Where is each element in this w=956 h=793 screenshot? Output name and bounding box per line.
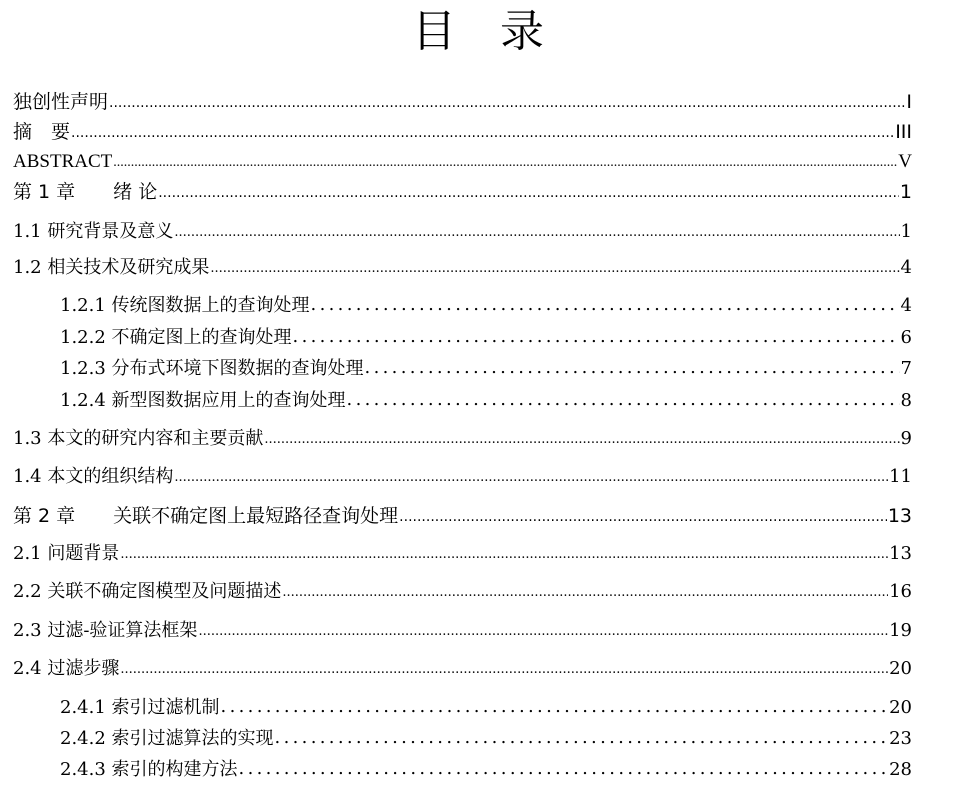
toc-entry-section-2-3[interactable] <box>13 619 912 643</box>
toc-entry-label: 1.2.2 不确定图上的查询处理 <box>60 327 292 348</box>
toc-entry-label: 第 1 章 绪 论 <box>13 181 158 203</box>
toc-entry-label: 2.1 问题背景 <box>13 543 120 564</box>
dot-leader <box>221 695 889 719</box>
toc-entry-chapter-2[interactable] <box>13 504 912 528</box>
toc-entry-page: 28 <box>889 759 912 780</box>
toc-entry-label: 1.2 相关技术及研究成果 <box>13 257 210 278</box>
toc-entry-subsection-1-2-1[interactable] <box>60 294 912 318</box>
toc-entry-label: 1.2.1 传统图数据上的查询处理 <box>60 295 310 316</box>
toc-entry-subsection-2-4-1[interactable] <box>60 696 912 720</box>
toc-entry-page: I <box>906 91 912 113</box>
toc-entry-page: 16 <box>889 581 912 602</box>
dot-leader <box>365 356 900 380</box>
toc-entry-subsection-2-4-3[interactable] <box>60 758 912 782</box>
dot-leader <box>399 505 887 529</box>
toc-entry-page: 11 <box>889 466 912 487</box>
dot-leader <box>174 221 899 245</box>
toc-entry-page: 6 <box>900 327 912 348</box>
toc-entry-page: 4 <box>900 257 912 278</box>
dot-leader <box>275 726 889 750</box>
toc-entry-chapter-1[interactable] <box>13 180 912 204</box>
toc-entry-label: 2.4.2 索引过滤算法的实现 <box>60 728 274 749</box>
toc-entry-page: 7 <box>900 358 912 379</box>
dot-leader <box>264 428 899 452</box>
toc-entry-label: 1.2.4 新型图数据应用上的查询处理 <box>60 390 346 411</box>
toc-entry-label: 第 2 章 关联不确定图上最短路径查询处理 <box>13 505 399 527</box>
dot-leader <box>109 91 905 115</box>
toc-entry-page: 1 <box>899 181 912 203</box>
dot-leader <box>174 466 888 490</box>
toc-entry-page: 20 <box>889 697 912 718</box>
toc-entry-page: 8 <box>900 390 912 411</box>
toc-entry-page: 4 <box>900 295 912 316</box>
toc-entry-declaration[interactable] <box>13 90 912 114</box>
toc-entry-page: V <box>898 151 912 172</box>
toc-entry-subsection-1-2-2[interactable] <box>60 326 912 350</box>
toc-entry-page: 9 <box>900 428 912 449</box>
toc-entry-page: 20 <box>889 658 912 679</box>
dot-leader <box>113 151 897 175</box>
dot-leader <box>71 121 894 145</box>
toc-entry-section-2-1[interactable] <box>13 542 912 566</box>
toc-entry-subsection-1-2-4[interactable] <box>60 389 912 413</box>
toc-entry-page: III <box>895 121 912 143</box>
toc-entry-subsection-2-4-2[interactable] <box>60 727 912 751</box>
toc-entry-label: 1.4 本文的组织结构 <box>13 466 174 487</box>
toc-entry-label: 1.3 本文的研究内容和主要贡献 <box>13 428 264 449</box>
toc-entry-label: 2.4 过滤步骤 <box>13 658 120 679</box>
toc-entry-label: 1.2.3 分布式环境下图数据的查询处理 <box>60 358 364 379</box>
toc-title-char-1: 目 <box>412 6 456 57</box>
dot-leader <box>210 257 899 281</box>
toc-entry-label: 2.4.3 索引的构建方法 <box>60 759 238 780</box>
toc-entry-section-1-3[interactable] <box>13 427 912 451</box>
toc-entry-abstract-en[interactable] <box>13 150 912 174</box>
toc-entry-label: 1.1 研究背景及意义 <box>13 221 174 242</box>
toc-entry-page: 13 <box>889 543 912 564</box>
toc-entry-section-1-1[interactable] <box>13 220 912 244</box>
dot-leader <box>120 658 888 682</box>
toc-title-char-2: 录 <box>500 6 544 57</box>
toc-entry-page: 23 <box>889 728 912 749</box>
toc-entry-section-2-4[interactable] <box>13 657 912 681</box>
toc-entry-page: 19 <box>889 620 912 641</box>
dot-leader <box>158 181 899 205</box>
toc-entry-subsection-1-2-3[interactable] <box>60 357 912 381</box>
toc-entry-label: 独创性声明 <box>13 91 109 113</box>
toc-entry-section-1-2[interactable] <box>13 256 912 280</box>
toc-entry-label: ABSTRACT <box>13 151 113 172</box>
dot-leader <box>239 757 889 781</box>
dot-leader <box>120 543 888 567</box>
toc-entry-section-2-2[interactable] <box>13 580 912 604</box>
dot-leader <box>293 325 900 349</box>
toc-entry-abstract-cn[interactable] <box>13 120 912 144</box>
toc-entry-section-1-4[interactable] <box>13 465 912 489</box>
toc-entry-label: 2.2 关联不确定图模型及问题描述 <box>13 581 282 602</box>
toc-entry-label: 2.3 过滤-验证算法框架 <box>13 620 198 641</box>
dot-leader <box>311 293 900 317</box>
toc-title <box>0 2 956 62</box>
dot-leader <box>282 581 888 605</box>
toc-entry-page: 13 <box>887 505 912 527</box>
toc-entry-page: 1 <box>900 221 912 242</box>
dot-leader <box>347 388 900 412</box>
toc-entry-label: 2.4.1 索引过滤机制 <box>60 697 220 718</box>
toc-entry-label: 摘 要 <box>13 121 71 143</box>
dot-leader <box>198 620 888 644</box>
